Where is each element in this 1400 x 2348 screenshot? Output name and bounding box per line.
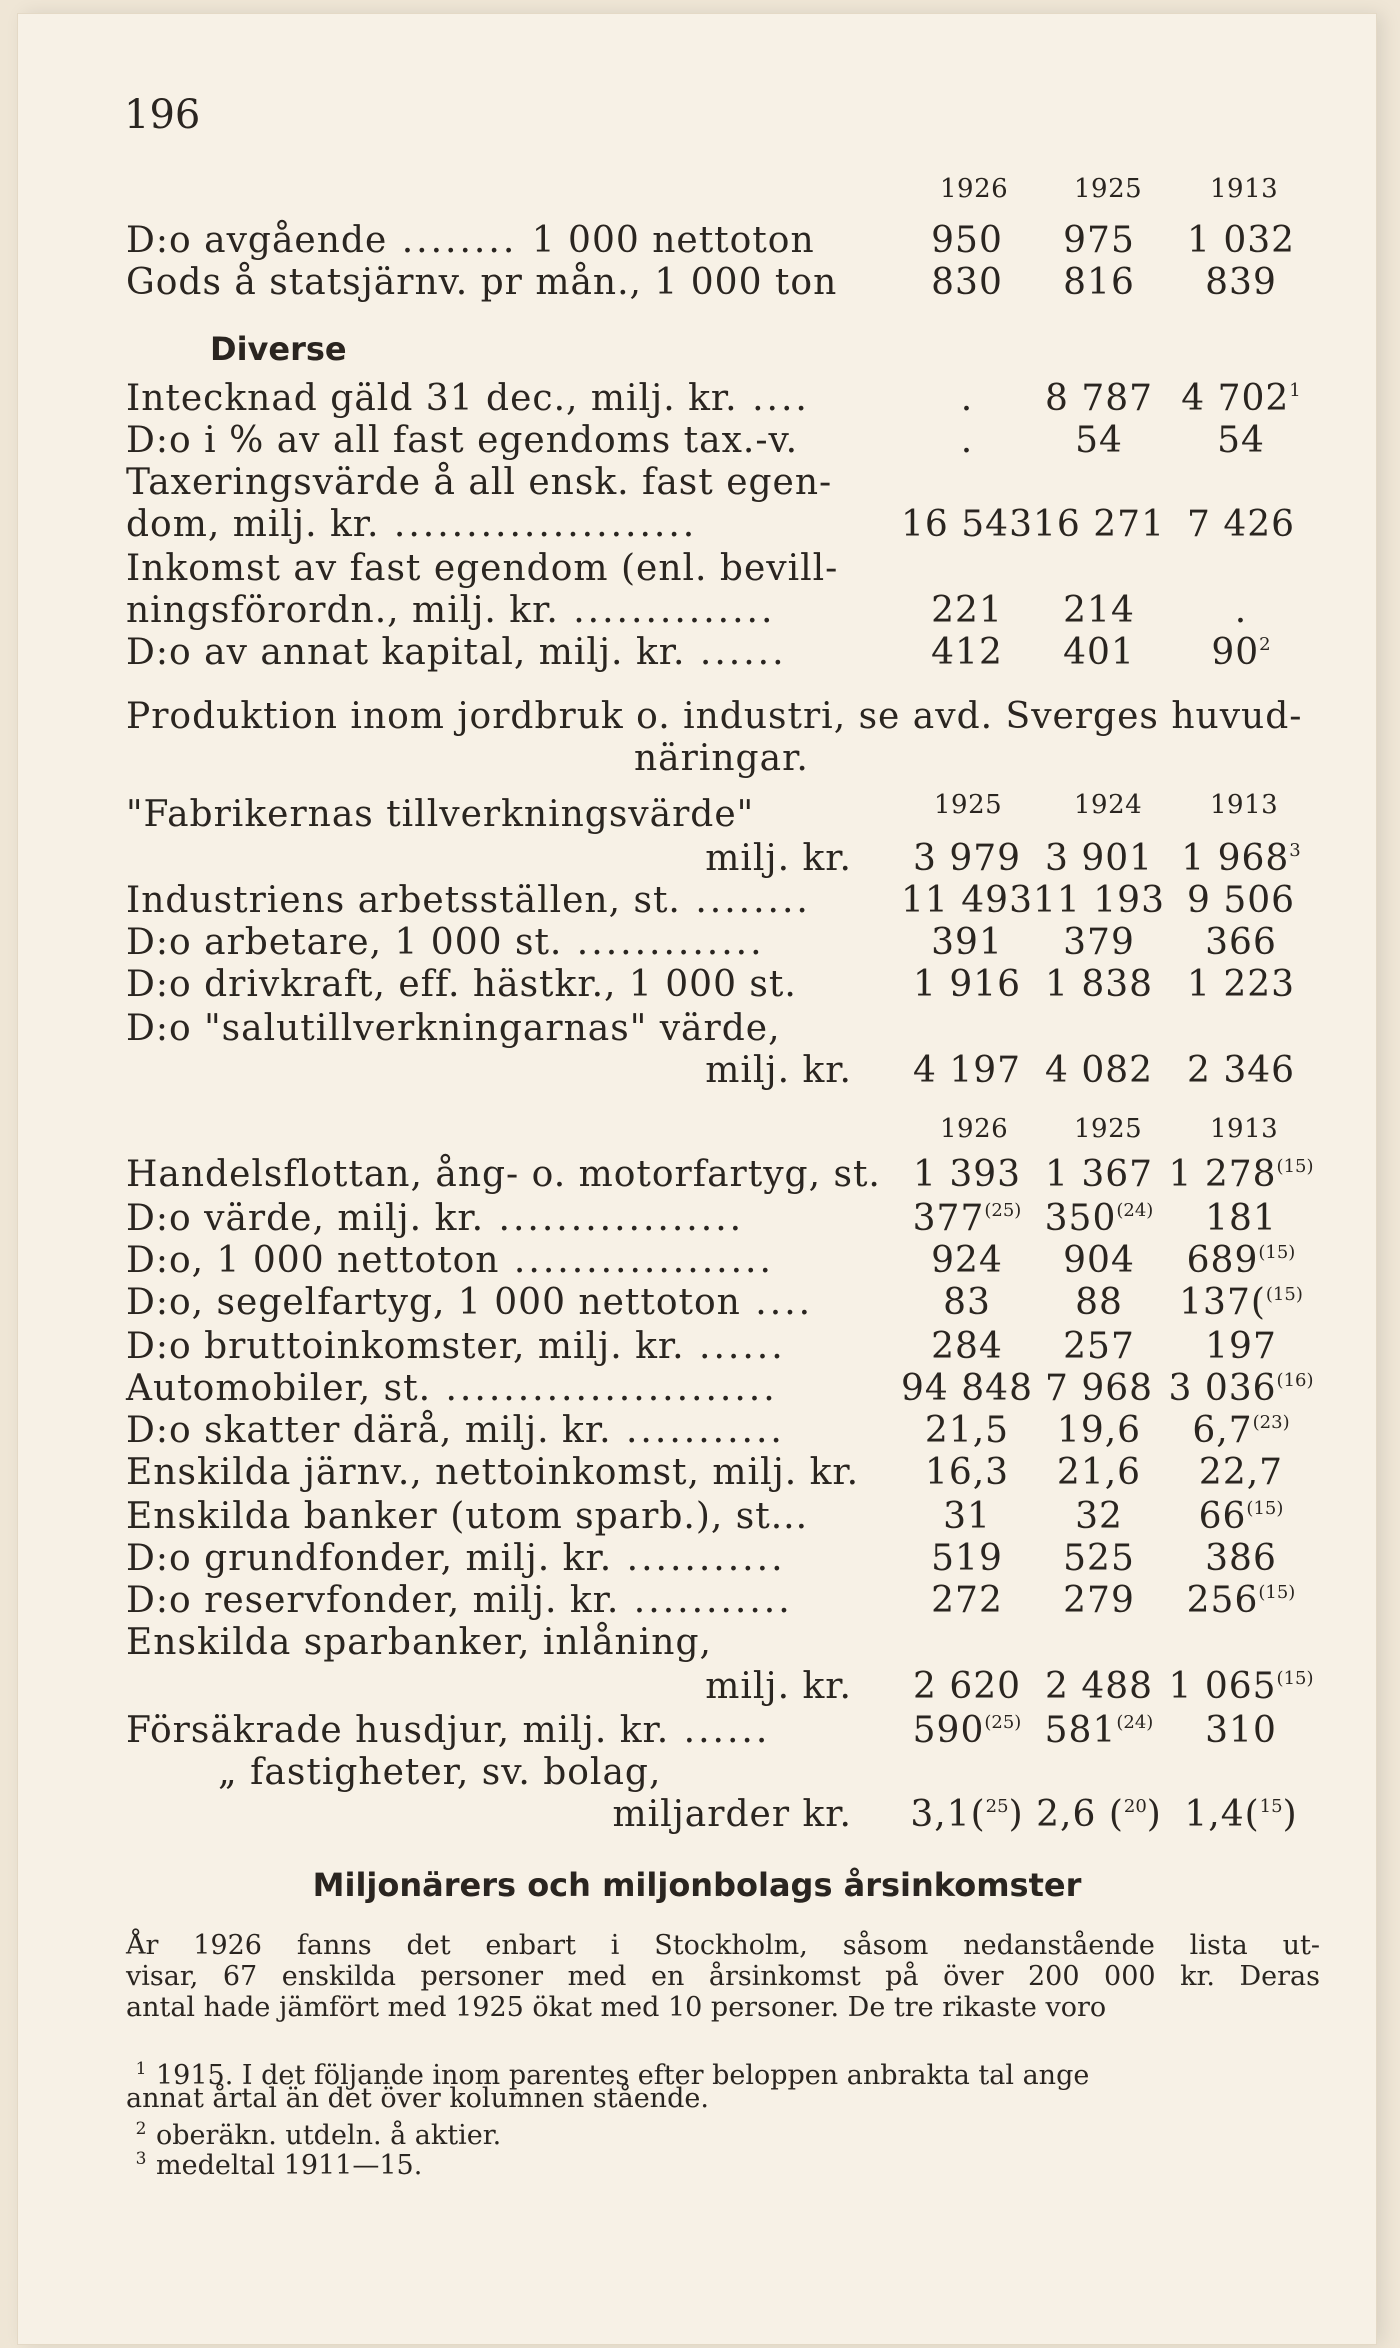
row-label: D:o i % av all fast egendoms tax.-v. <box>126 420 799 461</box>
row-label: "Fabrikernas tillverkningsvärde" <box>126 794 755 835</box>
row-label: Produktion inom jordbruk o. industri, se avd. Sverges huvud- <box>126 696 1303 737</box>
row-label: Intecknad gäld 31 dec., milj. kr. <box>126 378 738 419</box>
value-1925: 32 <box>1075 1496 1123 1537</box>
row-label: D:o drivkraft, eff. hästkr., 1 000 st. <box>126 964 797 1005</box>
leader-dots: ........... <box>611 1410 785 1451</box>
footnote-text: annat årtal än det över kolumnen stående. <box>126 2083 709 2114</box>
value-1926: 519 <box>931 1538 1003 1579</box>
table-row <box>18 1538 1376 1582</box>
table-row <box>18 1496 1376 1540</box>
row-label: Enskilda banker (utom sparb.), st... <box>126 1496 809 1537</box>
row-label: „ fastigheter, sv. bolag, <box>218 1752 662 1793</box>
value-1913: 1 968 <box>1181 838 1290 879</box>
value-1926: 1 393 <box>912 1154 1022 1195</box>
value-1924: 379 <box>1063 922 1135 963</box>
row-label: D:o bruttoinkomster, milj. kr. <box>126 1326 685 1367</box>
value-1925: 3 979 <box>912 838 1022 879</box>
value-1913: 386 <box>1205 1538 1277 1579</box>
value-1913: 2 346 <box>1186 1050 1296 1091</box>
table-row <box>18 590 1376 634</box>
table-row <box>18 922 1376 966</box>
value-1925: 904 <box>1063 1240 1135 1281</box>
value-1913: 66 <box>1198 1496 1247 1537</box>
value-1925: 88 <box>1075 1282 1123 1323</box>
value-1913: 9 506 <box>1186 880 1296 921</box>
row-label: D:o, segelfartyg, 1 000 nettoton <box>126 1282 741 1323</box>
leader-dots: .................. <box>499 1240 774 1281</box>
row-label: Försäkrade husdjur, milj. kr. <box>126 1710 670 1751</box>
value-1924: 11 193 <box>1033 880 1165 921</box>
footnote-ref: (25) <box>984 1712 1022 1733</box>
value-1925: 2,6 ( <box>1036 1794 1124 1835</box>
table-row <box>18 738 1376 782</box>
table-row <box>18 1580 1376 1624</box>
value-1925: 816 <box>1063 262 1135 303</box>
value-1925: 401 <box>1063 632 1135 673</box>
row-label: Taxeringsvärde å all ensk. fast egen- <box>126 462 833 503</box>
value-1925: 11 493 <box>901 880 1033 921</box>
table-row <box>18 1710 1376 1754</box>
row-label: D:o grundfonder, milj. kr. <box>126 1538 613 1579</box>
value-1926: 590 <box>912 1710 985 1751</box>
table-row <box>18 838 1376 882</box>
leader-dots: ................. <box>484 1198 745 1239</box>
table-row <box>18 794 1376 838</box>
footnote-ref: (15) <box>1258 1242 1296 1263</box>
row-label: Enskilda sparbanker, inlåning, <box>126 1622 712 1663</box>
value-1913: 689 <box>1186 1240 1259 1281</box>
value-1926: 221 <box>931 590 1003 631</box>
value-1926: 412 <box>931 632 1003 673</box>
paragraph-line: antal hade jämfört med 1925 ökat med 10 personer. De tre rikaste voro <box>126 1992 1107 2023</box>
value-1913: 6,7 <box>1192 1410 1253 1451</box>
footnote-text: medeltal 1911—15. <box>156 2150 423 2181</box>
table-row <box>18 880 1376 924</box>
value-1926: . <box>960 420 974 461</box>
value-1926: 272 <box>931 1580 1003 1621</box>
value-1924: 1 838 <box>1044 964 1154 1005</box>
year-header: 1926 <box>940 174 1009 204</box>
table-row <box>18 462 1376 506</box>
row-label: D:o värde, milj. kr. <box>126 1198 485 1239</box>
row-label: Automobiler, st. <box>126 1368 432 1409</box>
year-header: 1913 <box>1210 174 1279 204</box>
value-1925: 525 <box>1063 1538 1135 1579</box>
leader-dots: .... <box>740 1282 814 1323</box>
row-label: näringar. <box>634 738 809 779</box>
paragraph-line: visar, 67 enskilda personer med en årsinkomst på över 200 000 kr. Deras <box>126 1961 1320 1992</box>
value-1925: 8 787 <box>1044 378 1154 419</box>
paragraph-line: År 1926 fanns det enbart i Stockholm, såsom nedanstående lista ut- <box>126 1930 1320 1961</box>
closing-paren: ) <box>1008 1794 1024 1835</box>
value-1926: 830 <box>931 262 1003 303</box>
closing-paren: ) <box>1146 1794 1162 1835</box>
table-row <box>18 220 1376 264</box>
table-row <box>18 378 1376 422</box>
year-header: 1925 <box>934 790 1003 820</box>
table-row <box>18 1282 1376 1326</box>
row-label: D:o, 1 000 nettoton <box>126 1240 500 1281</box>
footnote-ref: (23) <box>1252 1412 1290 1433</box>
row-label: Industriens arbetsställen, st. <box>126 880 681 921</box>
value-1913: 1 065 <box>1168 1666 1277 1707</box>
footnote-ref: (16) <box>1276 1370 1314 1391</box>
value-1925: 350 <box>1044 1198 1117 1239</box>
table-row <box>18 548 1376 592</box>
footnote-ref: 15 <box>1259 1796 1283 1817</box>
row-label: Handelsflottan, ång- o. motorfartyg, st. <box>126 1154 881 1195</box>
leader-dots: ....................... <box>431 1368 778 1409</box>
value-1913: 7 426 <box>1186 504 1296 545</box>
year-header: 1913 <box>1210 790 1279 820</box>
value-1925: 19,6 <box>1056 1410 1142 1451</box>
row-label: miljarder kr. <box>612 1794 852 1835</box>
value-1926: 950 <box>931 220 1003 261</box>
year-header: 1924 <box>1074 790 1143 820</box>
table-row <box>18 1794 1376 1838</box>
footnote-ref: 20 <box>1123 1796 1147 1817</box>
leader-dots: ........ <box>387 220 532 261</box>
table-row <box>18 1368 1376 1412</box>
value-1913: 197 <box>1205 1326 1277 1367</box>
table-row <box>18 1198 1376 1242</box>
page-number: 196 <box>124 92 201 138</box>
row-label: D:o skatter därå, milj. kr. <box>126 1410 612 1451</box>
value-1913: 4 702 <box>1181 378 1290 419</box>
footnote-ref: (15) <box>1276 1156 1314 1177</box>
value-1913: 839 <box>1205 262 1277 303</box>
table-row <box>18 1410 1376 1454</box>
value-1925: 1 916 <box>912 964 1022 1005</box>
value-1926: 83 <box>943 1282 991 1323</box>
footnote-text: oberäkn. utdeln. å aktier. <box>156 2120 502 2151</box>
row-label: milj. kr. <box>705 1666 852 1707</box>
leader-dots: ..................... <box>379 504 698 545</box>
value-1926: 284 <box>931 1326 1003 1367</box>
book-page <box>18 14 1376 2344</box>
row-label: Gods å statsjärnv. pr mån., 1 000 ton <box>126 262 838 303</box>
footnote-mark: 2 <box>135 2119 147 2139</box>
footnote-ref: (24) <box>1116 1200 1154 1221</box>
table-row <box>18 1154 1376 1198</box>
footnote-text: 1915. I det följande inom parentes efter beloppen anbrakta tal ange <box>156 2060 1090 2091</box>
footnote-ref: (15) <box>1246 1498 1284 1519</box>
table-row <box>18 504 1376 548</box>
value-1925: 279 <box>1063 1580 1135 1621</box>
value-1925: 257 <box>1063 1326 1135 1367</box>
leader-dots: ............. <box>562 922 765 963</box>
value-1925: 214 <box>1063 590 1135 631</box>
footnote-ref: 3 <box>1289 840 1301 861</box>
value-1913: 310 <box>1205 1710 1277 1751</box>
row-label: ningsförordn., milj. kr. <box>126 590 559 631</box>
value-1913: 366 <box>1205 922 1277 963</box>
year-header: 1913 <box>1210 1114 1279 1144</box>
value-1926: 3,1( <box>910 1794 986 1835</box>
value-1925: 581 <box>1044 1710 1117 1751</box>
leader-dots: ...... <box>685 632 787 673</box>
value-1913: 1 278 <box>1168 1154 1277 1195</box>
section-heading: Miljonärers och miljonbolags årsinkomster <box>312 1866 1082 1904</box>
table-row <box>18 1326 1376 1370</box>
table-row <box>18 964 1376 1008</box>
value-1913: 1 032 <box>1186 220 1296 261</box>
footnote-ref: (25) <box>984 1200 1022 1221</box>
value-1924: 3 901 <box>1044 838 1154 879</box>
value-1913: 256 <box>1186 1580 1259 1621</box>
value-1926: . <box>960 378 974 419</box>
value-1926: 377 <box>912 1198 985 1239</box>
footnote <box>126 2144 422 2181</box>
value-1926: 2 620 <box>912 1666 1022 1707</box>
table-row <box>18 420 1376 464</box>
leader-dots: ...... <box>669 1710 771 1751</box>
value-1926: 21,5 <box>924 1410 1010 1451</box>
year-header: 1925 <box>1074 174 1143 204</box>
footnote-mark: 1 <box>135 2059 147 2079</box>
table-row <box>18 632 1376 676</box>
table-row <box>18 1240 1376 1284</box>
value-1913: 181 <box>1205 1198 1277 1239</box>
row-label-unit: 1 000 nettoton <box>531 220 815 261</box>
value-1913: 54 <box>1217 420 1265 461</box>
row-label: D:o reservfonder, milj. kr. <box>126 1580 620 1621</box>
value-1913: 3 036 <box>1168 1368 1277 1409</box>
footnote-mark: 3 <box>135 2149 147 2169</box>
row-label: milj. kr. <box>705 1050 852 1091</box>
value-1913: 137( <box>1179 1282 1266 1323</box>
row-label: Enskilda järnv., nettoinkomst, milj. kr. <box>126 1452 860 1493</box>
value-1926: 924 <box>931 1240 1003 1281</box>
table-row <box>18 1452 1376 1496</box>
table-row <box>18 1008 1376 1052</box>
value-1925: 7 968 <box>1044 1368 1154 1409</box>
row-label: Inkomst av fast egendom (enl. bevill- <box>126 548 839 589</box>
leader-dots: ........... <box>619 1580 793 1621</box>
table-row <box>18 696 1376 740</box>
table-row <box>18 1752 1376 1796</box>
value-1913: . <box>1234 590 1248 631</box>
section-heading-diverse: Diverse <box>210 330 347 368</box>
table-row <box>18 1622 1376 1666</box>
table-row <box>18 1666 1376 1710</box>
year-header: 1926 <box>940 1114 1009 1144</box>
value-1925: 4 197 <box>912 1050 1022 1091</box>
value-1913: 1,4( <box>1184 1794 1260 1835</box>
value-1925: 54 <box>1075 420 1123 461</box>
footnote-ref: (15) <box>1276 1668 1314 1689</box>
leader-dots: .... <box>737 378 810 419</box>
leader-dots: ........... <box>612 1538 786 1579</box>
footnote-ref: 1 <box>1289 380 1301 401</box>
row-label: dom, milj. kr. <box>126 504 380 545</box>
footnote-ref: 25 <box>985 1796 1009 1817</box>
value-1925: 21,6 <box>1056 1452 1142 1493</box>
value-1925: 2 488 <box>1044 1666 1154 1707</box>
row-label: D:o av annat kapital, milj. kr. <box>126 632 686 673</box>
row-label: D:o "salutillverkningarnas" värde, <box>126 1008 781 1049</box>
value-1926: 94 848 <box>901 1368 1033 1409</box>
closing-paren: ) <box>1282 1794 1298 1835</box>
footnote-ref: (15) <box>1258 1582 1296 1603</box>
year-header: 1925 <box>1074 1114 1143 1144</box>
row-label: milj. kr. <box>705 838 852 879</box>
footnote-ref: (24) <box>1116 1712 1154 1733</box>
value-1913: 1 223 <box>1186 964 1296 1005</box>
row-label: D:o arbetare, 1 000 st. <box>126 922 563 963</box>
value-1925: 391 <box>931 922 1003 963</box>
footnote-ref: 2 <box>1259 634 1271 655</box>
row-label: D:o avgående <box>126 220 388 261</box>
leader-dots: ........ <box>680 880 811 921</box>
leader-dots: ...... <box>684 1326 786 1367</box>
table-row <box>18 262 1376 306</box>
value-1913: 22,7 <box>1198 1452 1284 1493</box>
value-1926: 16,3 <box>924 1452 1010 1493</box>
value-1925: 1 367 <box>1044 1154 1154 1195</box>
value-1926: 16 543 <box>901 504 1033 545</box>
value-1925: 975 <box>1063 220 1135 261</box>
footnote-ref: (15) <box>1265 1284 1303 1305</box>
value-1924: 4 082 <box>1044 1050 1154 1091</box>
table-row <box>18 1050 1376 1094</box>
value-1926: 31 <box>943 1496 991 1537</box>
value-1913: 90 <box>1211 632 1260 673</box>
footnote <box>126 2084 709 2114</box>
value-1925: 16 271 <box>1033 504 1165 545</box>
leader-dots: .............. <box>558 590 776 631</box>
